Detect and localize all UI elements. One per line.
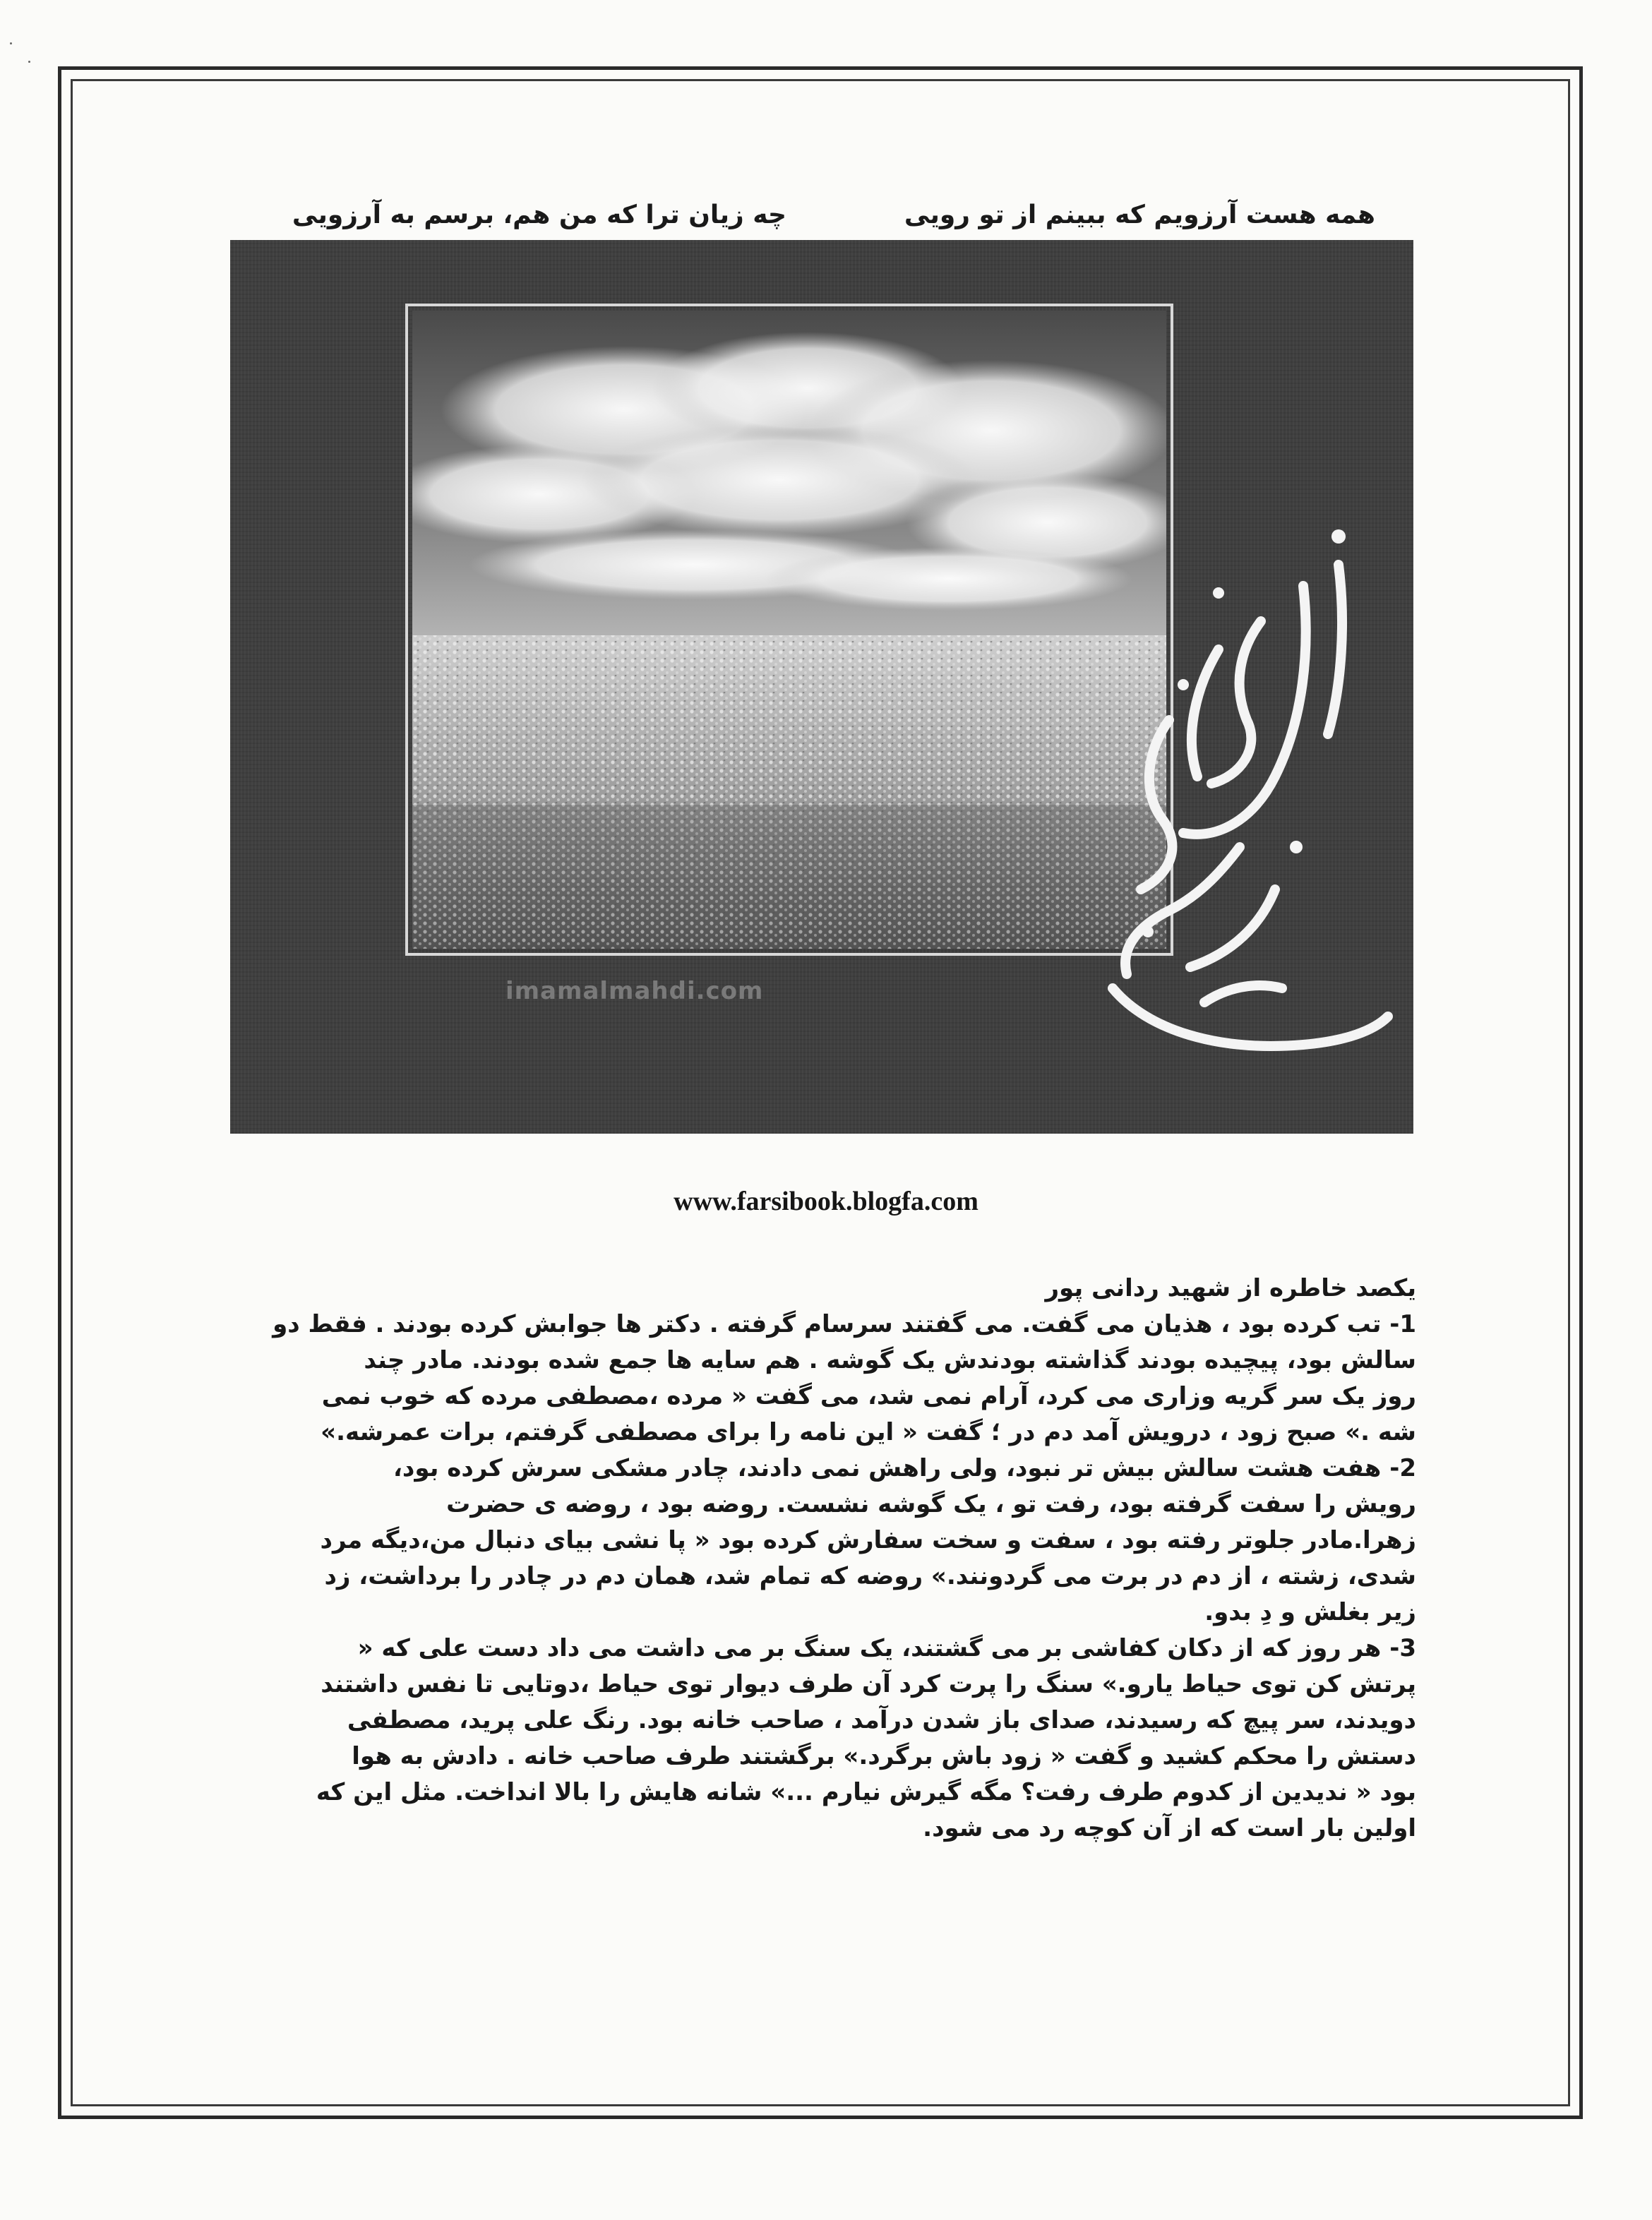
body-line: اولین بار است که از آن کوچه رد می شود.	[923, 1814, 1416, 1842]
body-line: پرتش کن توی حیاط یارو.» سنگ را پرت کرد آن طرف دیوار توی حیاط ،دوتایی تا نفس داشتند	[321, 1670, 1416, 1698]
body-line: دستش را محکم کشید و گفت « زود باش برگرد.» برگشتند طرف صاحب خانه . دادش به هوا	[352, 1742, 1416, 1770]
body-line: دویدند، سر پیچ که رسیدند، صدای باز شدن درآمد ، صاحب خانه بود. رنگ علی پرید، مصطفی	[347, 1706, 1416, 1734]
body-line: بود « ندیدین از کدوم طرف رفت؟ مگه گیرش نیارم ...» شانه هایش را بالا انداخت. مثل این که	[316, 1778, 1416, 1806]
body-line: روز یک سر گریه وزاری می کرد، آرام نمی شد، می گفت « مرده ،مصطفی مرده که خوب نمی	[321, 1382, 1416, 1410]
article-body	[230, 1271, 1416, 1847]
body-line: شه .» صبح زود ، درویش آمد دم در ؛ گفت « این نامه را برای مصطفی گرفتم، برات عمرشه.»	[321, 1418, 1416, 1446]
website-url: www.farsibook.blogfa.com	[674, 1187, 978, 1216]
body-line: سالش بود، پیچیده بودند گذاشته بودندش یک گوشه . هم سایه ها جمع شده بودند. مادر چند	[364, 1346, 1416, 1374]
article-title: یکصد خاطره از شهید ردانی پور	[1045, 1274, 1416, 1302]
body-line: 2- هفت هشت سالش بیش تر نبود، ولی راهش نمی دادند، چادر مشکی سرش کرده بود،	[393, 1454, 1416, 1482]
body-line: رویش را سفت گرفته بود، رفت تو ، یک گوشه نشست. روضه بود ، روضه ی حضرت	[446, 1490, 1416, 1518]
body-line: زهرا.مادر جلوتر رفته بود ، سفت و سخت سفارش کرده بود « پا نشی بیای دنبال من،دیگه مرد	[320, 1526, 1416, 1554]
poem-left-hemistich: چه زیان ترا که من هم، برسم به آرزویی	[292, 200, 786, 229]
body-line: شدی، زشته ، از دم در برت می گردونند.» روضه که تمام شد، همان دم در چادر را برداشت، زد	[324, 1562, 1416, 1590]
body-line: زیر بغلش و دِ بدو.	[1204, 1598, 1416, 1626]
scan-speck	[28, 61, 30, 63]
scan-speck	[10, 42, 12, 44]
body-line: 3- هر روز که از دکان کفاشی بر می گشتند، یک سنگ بر می داشت می داد دست علی که «	[357, 1634, 1416, 1662]
calligraphy-artwork	[1007, 353, 1402, 1101]
body-line: 1- تب کرده بود ، هذیان می گفت. می گفتند سرسام گرفته . دکتر ها جوابش کرده بودند . فقط دو	[273, 1310, 1416, 1338]
poem-right-hemistich: همه هست آرزویم که ببینم از تو رویی	[904, 200, 1375, 229]
banner-watermark: imamalmahdi.com	[505, 977, 764, 1005]
banner-image	[230, 240, 1413, 1134]
